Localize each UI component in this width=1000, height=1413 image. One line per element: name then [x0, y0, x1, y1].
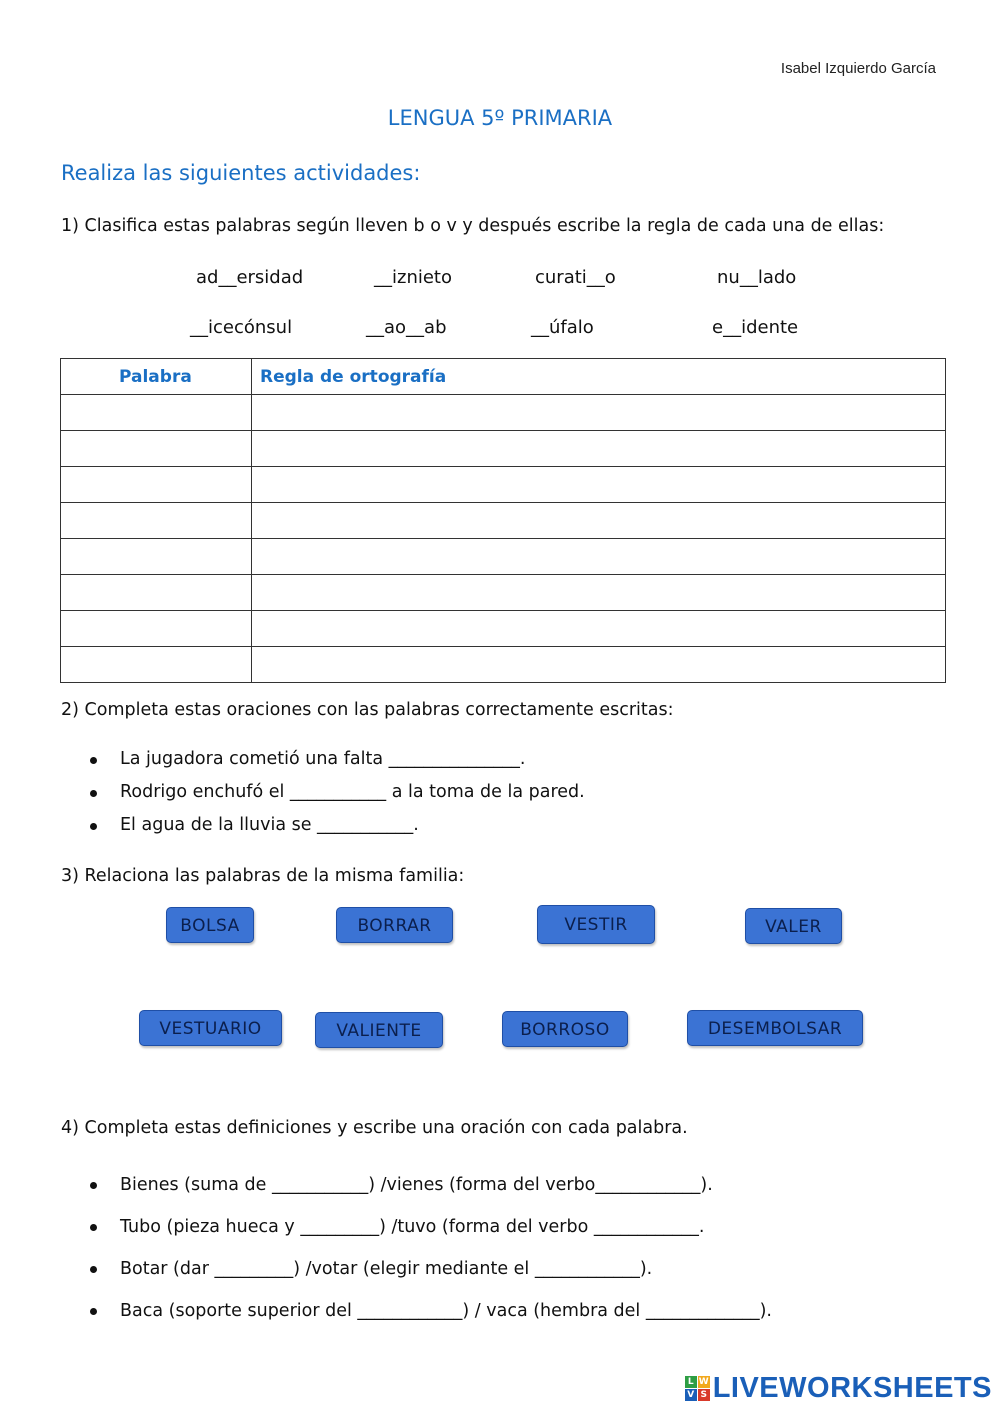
- word-blank: __iznieto: [374, 267, 453, 288]
- word-answer-cell[interactable]: [61, 503, 252, 539]
- table-row: [61, 611, 946, 647]
- question-3-prompt: 3) Relaciona las palabras de la misma familia:: [61, 866, 465, 886]
- rule-answer-cell[interactable]: [252, 647, 946, 683]
- word-answer-cell[interactable]: [61, 395, 252, 431]
- logo-text: LIVEWORKSHEETS: [712, 1372, 992, 1404]
- rule-answer-cell[interactable]: [252, 467, 946, 503]
- table-header-word: Palabra: [61, 359, 252, 395]
- question-2-prompt: 2) Completa estas oraciones con las palabras correctamente escritas:: [61, 700, 674, 720]
- table-row: [61, 431, 946, 467]
- list-item: Bienes (suma de ___________) /vienes (forma del verbo____________).: [88, 1164, 772, 1206]
- rule-answer-cell[interactable]: [252, 503, 946, 539]
- list-item: Tubo (pieza hueca y _________) /tuvo (forma del verbo ____________.: [88, 1206, 772, 1248]
- list-item: Botar (dar _________) /votar (elegir mediante el ____________).: [88, 1248, 772, 1290]
- table-row: [61, 575, 946, 611]
- word-answer-cell[interactable]: [61, 575, 252, 611]
- liveworksheets-logo-icon: L W V S: [685, 1376, 710, 1401]
- table-row: [61, 539, 946, 575]
- word-chip-vestir[interactable]: VESTIR: [537, 905, 655, 944]
- list-item: El agua de la lluvia se ___________.: [88, 809, 585, 842]
- author-name: Isabel Izquierdo García: [780, 60, 936, 77]
- word-chip-borrar[interactable]: BORRAR: [336, 907, 453, 943]
- worksheet-title: LENGUA 5º PRIMARIA: [387, 106, 613, 130]
- word-blank: __úfalo: [531, 317, 594, 338]
- word-blank: curati__o: [535, 267, 616, 288]
- word-chip-valer[interactable]: VALER: [745, 908, 842, 944]
- question-4-prompt: 4) Completa estas definiciones y escribe una oración con cada palabra.: [61, 1118, 688, 1138]
- word-blank: e__idente: [712, 317, 799, 338]
- word-blank: __icecónsul: [190, 317, 293, 338]
- word-chip-bolsa[interactable]: BOLSA: [166, 907, 254, 943]
- word-answer-cell[interactable]: [61, 611, 252, 647]
- table-row: [61, 503, 946, 539]
- table-row: [61, 647, 946, 683]
- table-row: [61, 467, 946, 503]
- list-item: Baca (soporte superior del ____________) / vaca (hembra del _____________).: [88, 1290, 772, 1332]
- word-answer-cell[interactable]: [61, 467, 252, 503]
- list-item: La jugadora cometió una falta _______________.: [88, 743, 585, 776]
- list-item: Rodrigo enchufó el ___________ a la toma de la pared.: [88, 776, 585, 809]
- word-answer-cell[interactable]: [61, 539, 252, 575]
- word-blank: __ao__ab: [366, 317, 447, 338]
- word-answer-cell[interactable]: [61, 431, 252, 467]
- rule-answer-cell[interactable]: [252, 539, 946, 575]
- word-chip-desembolsar[interactable]: DESEMBOLSAR: [687, 1010, 863, 1046]
- rule-answer-cell[interactable]: [252, 431, 946, 467]
- word-blank: ad__ersidad: [196, 267, 304, 288]
- rule-answer-cell[interactable]: [252, 395, 946, 431]
- worksheet-subtitle: Realiza las siguientes actividades:: [61, 161, 421, 185]
- classification-table: [60, 358, 946, 683]
- sentence-list: [88, 743, 585, 842]
- question-1-prompt: 1) Clasifica estas palabras según lleven b o v y después escribe la regla de cada una de ellas:: [61, 216, 885, 236]
- liveworksheets-logo: [685, 1372, 992, 1405]
- word-chip-vestuario[interactable]: VESTUARIO: [139, 1010, 282, 1046]
- word-chip-borroso[interactable]: BORROSO: [502, 1011, 628, 1047]
- word-chip-valiente[interactable]: VALIENTE: [315, 1012, 443, 1048]
- word-answer-cell[interactable]: [61, 647, 252, 683]
- rule-answer-cell[interactable]: [252, 575, 946, 611]
- table-header-rule: Regla de ortografía: [252, 359, 946, 395]
- rule-answer-cell[interactable]: [252, 611, 946, 647]
- definition-list: [88, 1164, 772, 1332]
- word-blank: nu__lado: [717, 267, 797, 288]
- table-row: [61, 395, 946, 431]
